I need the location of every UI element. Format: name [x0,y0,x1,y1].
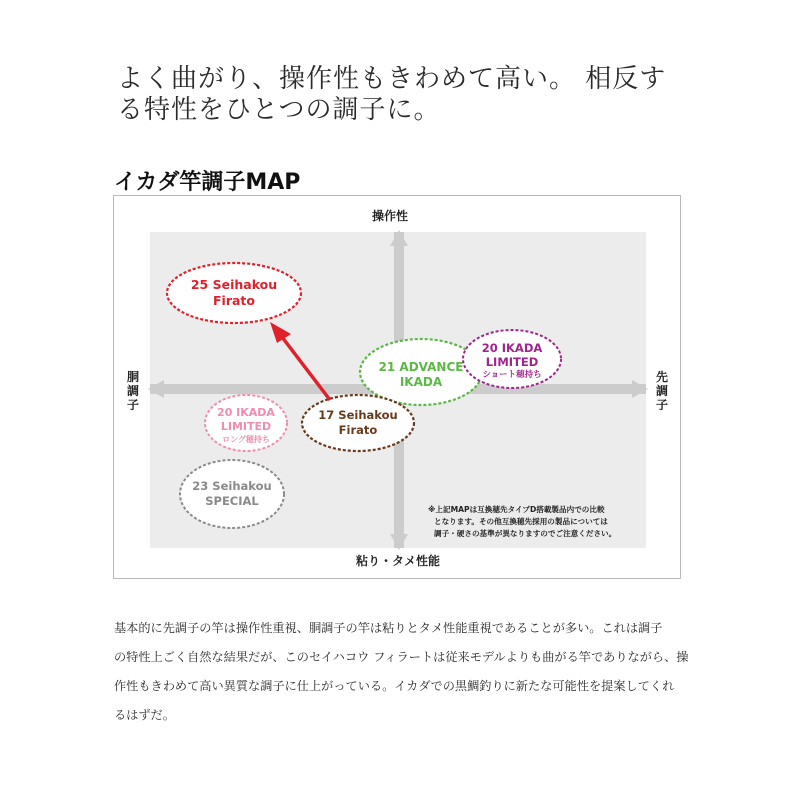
tuning-map [113,195,681,579]
product-20-ikada-limited-short [482,341,543,381]
body-line-4: るはずだ。 [114,708,175,722]
product-name: 20 IKADA [481,341,543,355]
footnote-line-2: となります。その他互換穂先採用の製品については [434,517,608,526]
product-20-ikada-limited-long [217,406,275,446]
product-17-seihakou-firato [318,408,397,438]
product-subname: IKADA [399,375,443,389]
product-23-seihakou-special [192,479,271,509]
product-variant: ショート穂持ち [482,370,542,380]
body-line-2: の特性上ごく自然な結果だが、このセイハコウ フィラートは従来モデルよりも曲がる竿でありながら、操 [114,650,689,664]
product-name: 17 Seihakou [318,408,398,422]
product-variant: ロング穂持ち [222,435,270,444]
product-name: 21 ADVANCE [378,360,464,374]
map-title: イカダ竿調子MAP [114,170,301,195]
axis-label-regular-action: 胴調子 [126,370,139,412]
body-paragraph [114,614,690,730]
product-name: 23 Seihakou [192,479,272,493]
body-line-3: 作性もきわめて高い異質な調子に仕上がっている。イカダでの黒鯛釣りに新たな可能性を提案してくれ [114,679,675,693]
body-line-1: 基本的に先調子の竿は操作性重視、胴調子の竿は粘りとタメ性能重視であることが多い。これは調子 [114,621,663,635]
headline-line-2: る特性をひとつの調子に。 [117,95,441,125]
axis-label-tenacity: 粘り・タメ性能 [356,554,441,568]
product-subname: SPECIAL [205,494,259,508]
footnote-line-1: ※上記MAPは互換穂先タイプD搭載製品内での比較 [428,505,605,514]
product-25-seihakou-firato [191,277,277,309]
headline [117,64,717,126]
product-subname: LIMITED [220,420,272,433]
axis-label-fast-action: 先調子 [655,370,668,412]
product-name: 25 Seihakou [190,277,278,292]
map-footnote [428,504,648,540]
footnote-line-3: 調子・硬さの基準が異なりますのでご注意ください。 [434,529,617,538]
product-subname: Firato [213,293,255,308]
product-name: 20 IKADA [217,406,275,419]
product-21-advance-ikada [379,360,464,390]
product-subname: Firato [338,423,378,437]
axis-label-operability: 操作性 [372,209,409,223]
product-subname: LIMITED [485,355,539,369]
headline-line-1: よく曲がり、操作性もきわめて高い。 相反す [117,64,667,94]
